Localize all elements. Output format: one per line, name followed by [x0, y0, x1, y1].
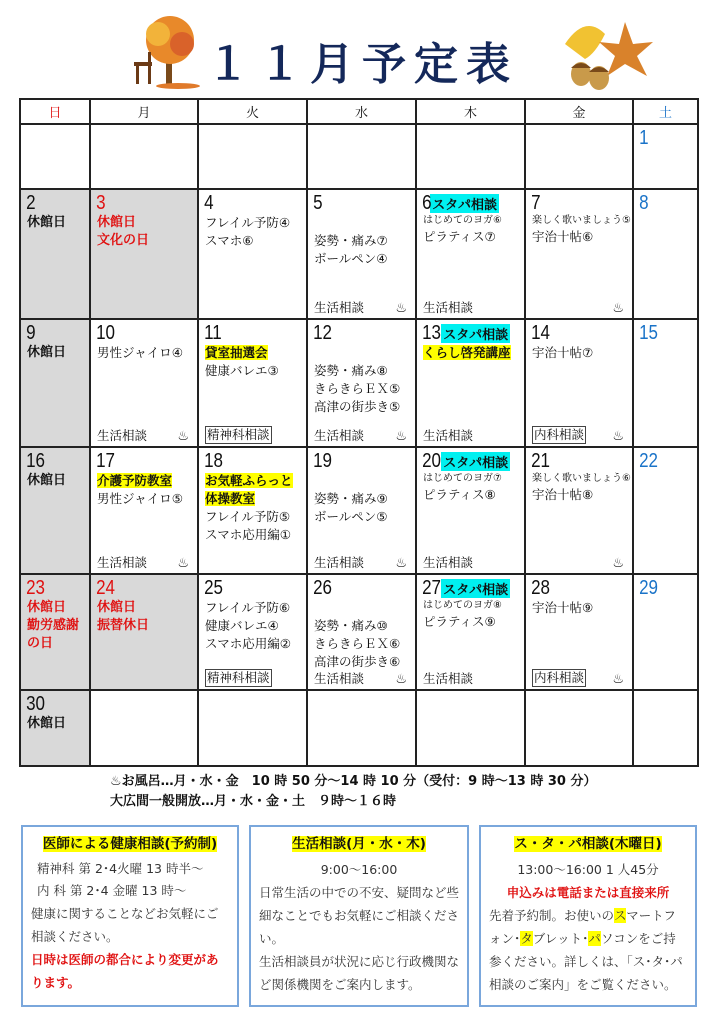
calendar-week: [20, 447, 698, 574]
cell-footer: [314, 426, 407, 444]
cell-footer: [532, 426, 624, 444]
stapa-consultation-badge: スタパ相談: [430, 194, 499, 213]
doctor-consultation-label: 内科相談: [534, 670, 585, 685]
weekday-header: 日: [20, 99, 90, 124]
day-header: [526, 190, 632, 214]
day-number: 11: [204, 322, 222, 344]
calendar-day-cell: [633, 124, 698, 189]
event-item: 楽しく歌いましょう⑥: [532, 473, 631, 484]
calendar-week: [20, 690, 698, 766]
hot-spring-icon: ♨: [177, 429, 189, 444]
day-header: [91, 448, 197, 472]
event-list: [526, 599, 632, 617]
life-consultation-label: 生活相談: [97, 555, 148, 570]
event-list: [526, 472, 632, 504]
stapa-box-text: [489, 904, 687, 996]
cell-footer: [423, 298, 516, 316]
cell-footer: [314, 669, 407, 687]
stapa-consultation-badge: スタパ相談: [441, 452, 510, 471]
life-box-text: 日常生活の中での不安、疑問など些細なことでもお気軽にご相談ください。: [259, 885, 460, 946]
calendar-day-cell: [20, 189, 90, 319]
cell-footer: [97, 553, 189, 571]
calendar-day-cell: [307, 124, 416, 189]
day-header: [634, 125, 697, 149]
event-item: 姿勢・痛み⑦: [314, 233, 388, 248]
day-header: [21, 190, 89, 214]
life-box-time: 9:00～16:00: [320, 862, 398, 877]
day-header: [21, 448, 89, 472]
life-consultation-label: 生活相談: [423, 671, 474, 686]
event-list: [21, 715, 89, 733]
calendar-day-cell: [525, 189, 633, 319]
event-list: [21, 599, 89, 653]
event-list: [91, 472, 197, 508]
day-number: 24: [96, 577, 116, 599]
day-header: [634, 448, 697, 472]
event-item: フレイル予防④: [205, 215, 291, 230]
weekday-header: 水: [307, 99, 416, 124]
event-item: スマホ応用編②: [205, 636, 291, 651]
cell-footer: [97, 426, 189, 444]
weekday-header: 木: [416, 99, 525, 124]
cell-footer: [205, 669, 298, 687]
calendar-day-cell: [90, 690, 198, 766]
day-header: [21, 320, 89, 344]
calendar-day-cell: [416, 124, 525, 189]
event-list: [199, 472, 306, 544]
day-header: [634, 575, 697, 599]
event-item: 宇治十帖⑧: [532, 487, 594, 502]
calendar-day-cell: [198, 319, 307, 447]
calendar-day-cell: [633, 189, 698, 319]
event-list: [199, 214, 306, 250]
day-header: [417, 190, 524, 214]
event-item: 高津の街歩き⑤: [314, 399, 401, 414]
calendar-day-cell: [198, 690, 307, 766]
cell-footer: [532, 556, 624, 571]
day-header: [634, 320, 697, 344]
highlight: タ: [520, 931, 533, 946]
text: マートフォン･: [489, 908, 676, 946]
calendar-week: [20, 319, 698, 447]
day-header: [308, 575, 415, 599]
calendar-day-cell: [525, 124, 633, 189]
calendar-day-cell: [416, 574, 525, 690]
day-header: [308, 448, 415, 472]
event-list: [308, 344, 415, 416]
hot-spring-icon: ♨: [177, 556, 189, 571]
stapa-consultation-box: [479, 825, 697, 1007]
calendar-day-cell: [90, 574, 198, 690]
calendar-day-cell: [20, 319, 90, 447]
calendar-day-cell: [307, 189, 416, 319]
hot-spring-icon: ♨: [612, 672, 624, 687]
event-item: 男性ジャイロ⑤: [97, 491, 183, 506]
weekday-header: 月: [90, 99, 198, 124]
day-number: 22: [639, 450, 659, 472]
event-item: 姿勢・痛み⑧: [314, 363, 388, 378]
event-list: [526, 344, 632, 362]
life-consultation-label: 生活相談: [314, 428, 365, 443]
calendar-day-cell: [525, 574, 633, 690]
highlighted-event: お気軽ふらっと: [205, 473, 293, 488]
event-item: フレイル予防⑤: [205, 509, 291, 524]
event-item: 姿勢・痛み⑨: [314, 491, 388, 506]
day-number: 8: [639, 192, 649, 214]
day-number: 17: [96, 450, 116, 472]
stapa-box-time: 13:00～16:00 1 人45分: [517, 862, 659, 877]
life-consultation-label: 生活相談: [314, 555, 365, 570]
hot-spring-icon: ♨: [395, 672, 407, 687]
event-item: ピラティス⑨: [423, 614, 496, 629]
day-header: [21, 575, 89, 599]
calendar-day-cell: [307, 319, 416, 447]
hot-spring-icon: ♨: [612, 556, 624, 571]
event-list: [308, 472, 415, 526]
event-item: 楽しく歌いましょう⑤: [532, 215, 631, 226]
event-item: [314, 599, 415, 617]
life-consultation-label: 生活相談: [423, 428, 474, 443]
day-number: 14: [531, 322, 551, 344]
day-number: 13: [422, 322, 442, 344]
event-list: [417, 214, 524, 246]
cell-footer: [205, 426, 298, 444]
event-item: 休館日: [27, 345, 67, 360]
event-list: [417, 472, 524, 504]
calendar-day-cell: [525, 690, 633, 766]
text: ブレット･: [532, 931, 589, 946]
event-item: 宇治十帖⑨: [532, 600, 594, 615]
calendar-day-cell: [633, 447, 698, 574]
calendar-day-cell: [198, 124, 307, 189]
life-consultation-label: 生活相談: [314, 300, 365, 315]
calendar-day-cell: [20, 690, 90, 766]
day-header: [308, 190, 415, 214]
stapa-box-title: ス・タ・パ相談(木曜日): [514, 836, 662, 852]
day-number: 16: [26, 450, 46, 472]
event-list: [21, 344, 89, 362]
day-number: 30: [26, 693, 46, 715]
event-item: フレイル予防⑥: [205, 600, 291, 615]
calendar-day-cell: [416, 319, 525, 447]
event-item: 健康バレエ③: [205, 363, 279, 378]
event-item: 休館日: [97, 600, 137, 615]
doctor-consultation-label: 内科相談: [534, 427, 585, 442]
cell-footer: [423, 553, 516, 571]
doctor-consultation-label: 精神科相談: [207, 670, 270, 685]
calendar-grid: [19, 98, 699, 767]
event-item: はじめてのヨガ⑧: [423, 600, 502, 611]
calendar-day-cell: [307, 574, 416, 690]
psychiatry-schedule: 精神科 第 2･4火曜 13 時半～: [37, 861, 204, 876]
event-item: 健康バレエ④: [205, 618, 279, 633]
event-item: ボールペン⑤: [314, 509, 388, 524]
event-item: [314, 472, 415, 490]
highlighted-event: 体操教室: [205, 491, 256, 506]
event-item: 勤労感謝: [27, 618, 80, 633]
event-item: の日: [27, 636, 54, 651]
event-list: [417, 344, 524, 362]
doctor-box-warning: 日時は医師の都合により変更があります。: [31, 952, 219, 990]
day-number: 6: [422, 192, 432, 214]
life-box-title: 生活相談(月・水・木): [292, 836, 426, 852]
calendar-day-cell: [307, 447, 416, 574]
event-item: [423, 344, 524, 362]
day-header: [417, 575, 524, 599]
calendar-day-cell: [90, 319, 198, 447]
calendar-day-cell: [416, 690, 525, 766]
event-item: 休館日: [97, 215, 137, 230]
text: 先着予約制。お使いの: [489, 908, 615, 923]
stapa-consultation-badge: スタパ相談: [441, 579, 510, 598]
day-number: 10: [96, 322, 116, 344]
day-header: [526, 575, 632, 599]
calendar-day-cell: [307, 690, 416, 766]
cell-footer: [314, 298, 407, 316]
day-header: [526, 448, 632, 472]
cell-footer: [423, 426, 516, 444]
cell-footer: [532, 301, 624, 316]
bath-hours-note: ♨お風呂…月・水・金 10 時 50 分～14 時 10 分（受付：9 時～13 時 30 分）: [110, 774, 597, 789]
day-number: 28: [531, 577, 551, 599]
day-header: [91, 320, 197, 344]
cell-footer: [314, 553, 407, 571]
day-header: [199, 448, 306, 472]
internal-medicine-schedule: 内 科 第 2･4 金曜 13 時～: [37, 883, 187, 898]
day-header: [199, 320, 306, 344]
event-item: 男性ジャイロ④: [97, 345, 183, 360]
calendar-day-cell: [90, 124, 198, 189]
event-item: [314, 344, 415, 362]
doctor-consultation-label: 精神科相談: [207, 427, 270, 442]
day-header: [199, 190, 306, 214]
calendar-week: [20, 189, 698, 319]
event-list: [21, 214, 89, 232]
day-header: [308, 320, 415, 344]
event-item: スマホ⑥: [205, 233, 254, 248]
calendar-week: [20, 574, 698, 690]
day-number: 25: [204, 577, 224, 599]
life-consultation-label: 生活相談: [314, 671, 365, 686]
event-list: [21, 472, 89, 490]
event-item: 宇治十帖⑥: [532, 229, 594, 244]
event-item: 文化の日: [97, 233, 150, 248]
life-consultation-box: [249, 825, 469, 1007]
hot-spring-icon: ♨: [612, 429, 624, 444]
event-list: [308, 599, 415, 671]
event-item: 休館日: [27, 600, 67, 615]
weekday-header: 金: [525, 99, 633, 124]
event-item: [205, 472, 306, 490]
day-header: [417, 320, 524, 344]
day-number: 1: [639, 127, 649, 149]
highlighted-event: くらし啓発講座: [423, 345, 511, 360]
event-list: [526, 214, 632, 246]
doctor-box-title: 医師による健康相談(予約制): [42, 836, 218, 852]
event-list: [199, 599, 306, 653]
day-number: 27: [422, 577, 442, 599]
event-item: ボールペン④: [314, 251, 388, 266]
day-number: 19: [313, 450, 333, 472]
day-number: 23: [26, 577, 46, 599]
event-list: [91, 344, 197, 362]
calendar-week: [20, 124, 698, 189]
highlighted-event: 介護予防教室: [97, 473, 173, 488]
day-number: 18: [204, 450, 224, 472]
hot-spring-icon: ♨: [395, 301, 407, 316]
day-header: [91, 190, 197, 214]
cell-footer: [532, 669, 624, 687]
stapa-consultation-badge: スタパ相談: [441, 324, 510, 343]
event-item: 姿勢・痛み⑩: [314, 618, 388, 633]
calendar-day-cell: [198, 189, 307, 319]
event-item: はじめてのヨガ⑦: [423, 473, 502, 484]
hot-spring-icon: ♨: [395, 429, 407, 444]
day-header: [199, 575, 306, 599]
hot-spring-icon: ♨: [395, 556, 407, 571]
event-item: [314, 214, 415, 232]
day-number: 9: [26, 322, 36, 344]
event-list: [417, 599, 524, 631]
event-list: [308, 214, 415, 268]
day-number: 2: [26, 192, 36, 214]
day-number: 29: [639, 577, 659, 599]
event-item: 休館日: [27, 215, 67, 230]
event-item: スマホ応用編①: [205, 527, 291, 542]
calendar-day-cell: [525, 319, 633, 447]
day-number: 3: [96, 192, 106, 214]
doctor-consultation-box: [21, 825, 239, 1007]
facility-notes: [110, 772, 597, 812]
event-item: 休館日: [27, 473, 67, 488]
calendar-day-cell: [20, 447, 90, 574]
highlight: ス: [614, 908, 627, 923]
event-item: 休館日: [27, 716, 67, 731]
calendar-day-cell: [416, 447, 525, 574]
day-header: [526, 320, 632, 344]
day-header: [634, 190, 697, 214]
day-number: 15: [639, 322, 659, 344]
event-item: 高津の街歩き⑥: [314, 654, 401, 669]
cell-footer: [423, 669, 516, 687]
day-number: 4: [204, 192, 214, 214]
text: ソコンをご持参ください。詳しくは、「ス･タ･パ相談のご案内」をご覧ください。: [489, 931, 683, 992]
event-item: ピラティス⑦: [423, 229, 496, 244]
event-item: 宇治十帖⑦: [532, 345, 594, 360]
calendar-day-cell: [525, 447, 633, 574]
page-title: １１月予定表: [206, 39, 518, 90]
day-number: 21: [531, 450, 551, 472]
event-item: はじめてのヨガ⑥: [423, 215, 502, 226]
life-consultation-label: 生活相談: [97, 428, 148, 443]
event-item: きらきらＥＸ⑥: [314, 636, 401, 651]
day-header: [417, 448, 524, 472]
hall-hours-note: 大広間一般開放…月・水・金・土 ９時～１６時: [110, 794, 397, 809]
calendar-day-cell: [20, 124, 90, 189]
life-consultation-label: 生活相談: [423, 555, 474, 570]
event-item: [205, 490, 306, 508]
calendar-day-cell: [20, 574, 90, 690]
hot-spring-icon: ♨: [612, 301, 624, 316]
life-box-text-2: 生活相談員が状況に応じ行政機関など関係機関をご案内します。: [259, 954, 460, 992]
calendar-day-cell: [90, 189, 198, 319]
event-item: [205, 344, 306, 362]
calendar-day-cell: [198, 574, 307, 690]
day-number: 26: [313, 577, 333, 599]
stapa-box-warning: 申込みは電話または直接来所: [506, 885, 670, 900]
day-header: [21, 691, 89, 715]
event-item: [97, 472, 197, 490]
doctor-box-text: 健康に関することなどお気軽にご相談ください。: [31, 906, 219, 944]
day-number: 12: [313, 322, 333, 344]
life-consultation-label: 生活相談: [423, 300, 474, 315]
calendar-day-cell: [633, 319, 698, 447]
day-header: [91, 575, 197, 599]
calendar-day-cell: [198, 447, 307, 574]
event-item: きらきらＥＸ⑤: [314, 381, 401, 396]
calendar-day-cell: [90, 447, 198, 574]
event-list: [199, 344, 306, 380]
calendar-day-cell: [416, 189, 525, 319]
event-item: 振替休日: [97, 618, 150, 633]
highlight: パ: [588, 931, 601, 946]
calendar-day-cell: [633, 574, 698, 690]
event-item: ピラティス⑧: [423, 487, 496, 502]
event-list: [91, 599, 197, 635]
weekday-header: 土: [633, 99, 698, 124]
calendar-day-cell: [633, 690, 698, 766]
day-number: 5: [313, 192, 323, 214]
day-number: 20: [422, 450, 442, 472]
highlighted-event: 貸室抽選会: [205, 345, 268, 360]
event-list: [91, 214, 197, 250]
weekday-header: 火: [198, 99, 307, 124]
day-number: 7: [531, 192, 541, 214]
